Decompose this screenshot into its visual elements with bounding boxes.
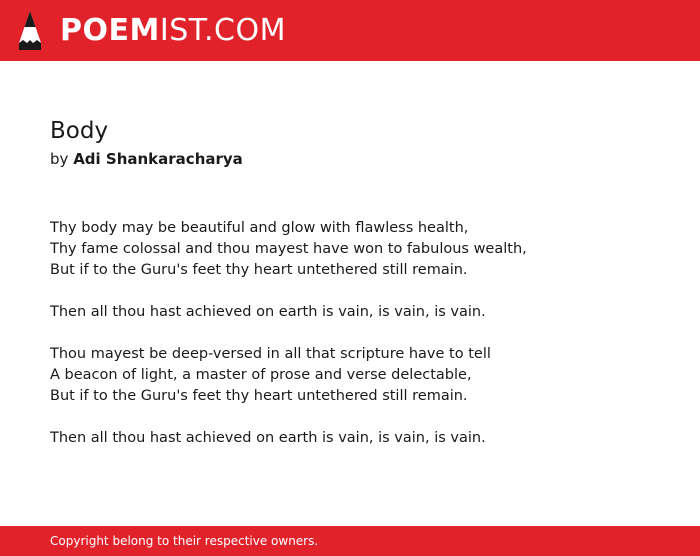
site-logo-link[interactable] <box>17 9 286 52</box>
poem-stanza <box>50 344 670 407</box>
poem-line: Thy body may be beautiful and glow with flawless health, <box>50 220 469 236</box>
poem-line: Then all thou hast achieved on earth is vain, is vain, is vain. <box>50 430 486 446</box>
site-header <box>0 0 700 61</box>
logo-text-light: IST.COM <box>159 13 286 48</box>
poem-line: But if to the Guru's feet thy heart untethered still remain. <box>50 262 468 278</box>
poem-line: Thou mayest be deep-versed in all that scripture have to tell <box>50 346 491 362</box>
poem-line: But if to the Guru's feet thy heart untethered still remain. <box>50 388 468 404</box>
poem-stanza <box>50 428 670 449</box>
poem-body <box>50 218 670 470</box>
logo-text-bold: POEM <box>60 13 160 48</box>
poem-line: Then all thou hast achieved on earth is vain, is vain, is vain. <box>50 304 486 320</box>
poem-line: A beacon of light, a master of prose and verse delectable, <box>50 367 472 383</box>
poem-stanza <box>50 302 670 323</box>
author-link[interactable]: Adi Shankaracharya <box>73 150 243 168</box>
site-footer <box>0 526 700 556</box>
pencil-logo-icon <box>17 9 43 52</box>
site-logo-text <box>60 9 286 52</box>
poem-stanza <box>50 218 670 281</box>
poem-line: Thy fame colossal and thou mayest have won to fabulous wealth, <box>50 241 527 257</box>
byline-label: by <box>50 150 69 168</box>
copyright-notice: Copyright belong to their respective owners. <box>50 534 319 548</box>
poem-byline <box>50 148 243 170</box>
poem-title: Body <box>50 118 109 144</box>
